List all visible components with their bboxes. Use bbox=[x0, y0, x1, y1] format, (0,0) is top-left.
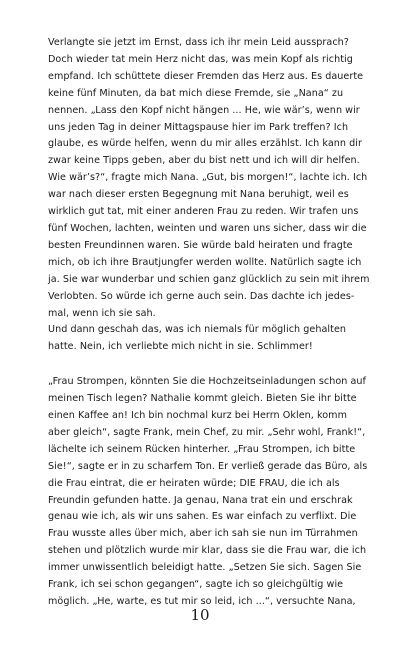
text-line: glaube, es würde helfen, wenn du mir alles erzählst. Ich kann dir bbox=[48, 138, 362, 150]
text-line: uns jeden Tag in deiner Mittagspause hier im Park treffen? Ich bbox=[48, 121, 349, 133]
text-line: Frau wusste alles über mich, aber ich sah sie nun im Türrahmen bbox=[48, 528, 358, 540]
text-line: Freundin gefunden hatte. Ja genau, Nana trat ein und erschrak bbox=[48, 494, 353, 506]
text-line: nennen. „Lass den Kopf nicht hängen ... He, wie wär’s, wenn wir bbox=[48, 104, 360, 116]
text-line: empfand. Ich schüttete dieser Fremden das Herz aus. Es dauerte bbox=[48, 70, 364, 82]
text-line: immer unwissentlich beleidigt hatte. „Setzen Sie sich. Sagen Sie bbox=[48, 562, 362, 574]
text-line: mal, wenn ich sie sah. bbox=[48, 307, 156, 319]
text-line: stehen und plötzlich wurde mir klar, dass sie die Frau war, die ich bbox=[48, 545, 367, 557]
text-line: genau wie ich, als wir uns sahen. Es war einfach zu verflixt. Die bbox=[48, 511, 357, 523]
text-line: die Frau eintrat, die er heiraten würde; DIE FRAU, die ich als bbox=[48, 477, 340, 489]
text-line: „Frau Strompen, könnten Sie die Hochzeitseinladungen schon auf bbox=[48, 376, 366, 388]
text-line: aber gleich“, sagte Frank, mein Chef, zu mir. „Sehr wohl, Frank!“, bbox=[48, 426, 366, 438]
text-line: Doch wieder tat mein Herz nicht das, was mein Kopf als richtig bbox=[48, 53, 353, 65]
text-line: war nach dieser ersten Begegnung mit Nana beruhigt, weil es bbox=[48, 189, 349, 201]
text-line: keine fünf Minuten, da bat mich diese Fremde, sie „Nana“ zu bbox=[48, 87, 344, 99]
page-number: 10 bbox=[190, 606, 210, 624]
text-line: einen Kaffee an! Ich bin nochmal kurz bei Herrn Oklen, komm bbox=[48, 410, 347, 422]
text-line: meinen Tisch legen? Nathalie kommt gleich. Bieten Sie ihr bitte bbox=[48, 393, 357, 405]
text-line: möglich. „He, warte, es tut mir so leid, ich ...“, versuchte Nana, bbox=[48, 596, 356, 607]
text-line: hatte. Nein, ich verliebte mich nicht in sie. Schlimmer! bbox=[48, 341, 313, 353]
text-line: Verlobten. So würde ich gerne auch sein. Das dachte ich jedes- bbox=[48, 290, 355, 302]
text-line: mich, ob ich ihre Brautjungfer werden wollte. Natürlich sagte ich bbox=[48, 256, 362, 268]
paragraph-gap bbox=[48, 356, 366, 374]
text-line: lächelte ich seinem Rücken hinterher. „Frau Strompen, ich bitte bbox=[48, 443, 356, 455]
body-text bbox=[48, 35, 370, 611]
text-line: Frank, ich sei schon gegangen“, sagte ich so gleichgültig wie bbox=[48, 579, 344, 591]
text-line: fünf Wochen, lachten, weinten und waren uns sicher, dass wir die bbox=[48, 222, 367, 234]
text-line: ja. Sie war wunderbar und schien ganz glücklich zu sein mit ihrem bbox=[48, 273, 370, 285]
text-line: zwar keine Tipps geben, aber du bist nett und ich will dir helfen. bbox=[48, 155, 360, 167]
paragraph-2 bbox=[48, 322, 366, 356]
text-line: wirklich gut tat, mit einer anderen Frau zu reden. Wir trafen uns bbox=[48, 206, 359, 218]
text-line: Verlangte sie jetzt im Ernst, dass ich ihr mein Leid aussprach? bbox=[48, 37, 349, 48]
text-line: Sie!“, sagte er in zu scharfem Ton. Er verließ gerade das Büro, als bbox=[48, 460, 368, 472]
text-line: Wie wär’s?“, fragte mich Nana. „Gut, bis morgen!“, lachte ich. Ich bbox=[48, 172, 368, 184]
paragraph-3 bbox=[48, 374, 366, 611]
paragraph-1 bbox=[48, 35, 370, 322]
text-line: Und dann geschah das, was ich niemals für möglich gehalten bbox=[48, 324, 347, 336]
text-line: besten Freundinnen waren. Sie würde bald heiraten und fragte bbox=[48, 239, 353, 251]
